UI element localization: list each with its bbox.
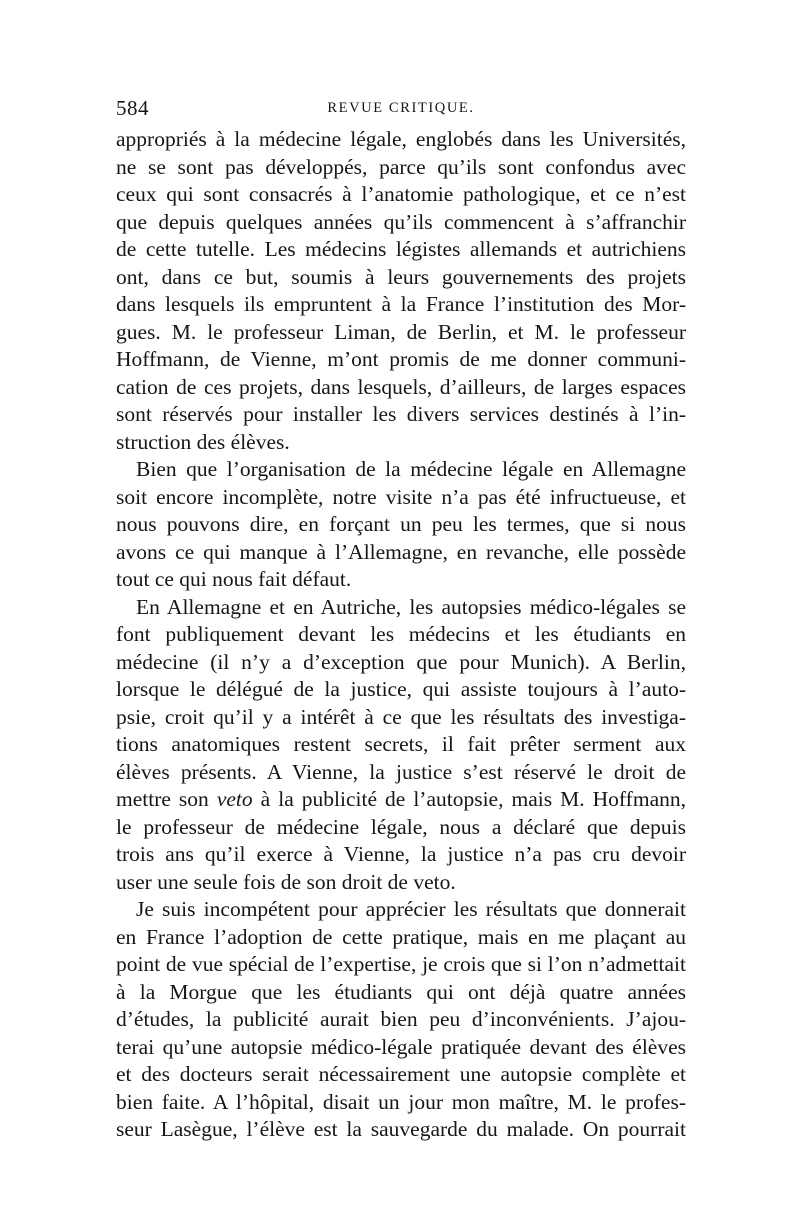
text-line: psie, croit qu’il y a intérêt à ce que les résultats des investiga- bbox=[116, 704, 686, 729]
text-line: ne se sont pas développés, parce qu’ils sont confondus avec bbox=[116, 154, 686, 179]
page-number: 584 bbox=[116, 96, 149, 120]
text-line: d’études, la publicité aurait bien peu d’inconvénients. J’ajou- bbox=[116, 1007, 686, 1031]
text-line: tout ce qui nous fait défaut. bbox=[116, 567, 352, 591]
text-line: médecine (il n’y a d’exception que pour Munich). A Berlin, bbox=[116, 649, 686, 674]
text-line: Je suis incompétent pour apprécier les résultats que donnerait bbox=[136, 897, 686, 921]
text-line: gues. M. le professeur Liman, de Berlin, et M. le professeur bbox=[116, 319, 686, 344]
text-line: font publiquement devant les médecins et les étudiants en bbox=[116, 622, 686, 646]
text-line: struction des élèves. bbox=[116, 429, 290, 454]
text-line: dans lesquels ils empruntent à la France l’institution des Mor- bbox=[116, 292, 686, 316]
text-line: à la Morgue que les étudiants qui ont déjà quatre années bbox=[116, 979, 686, 1004]
text-line: de cette tutelle. Les médecins légistes allemands et autrichiens bbox=[116, 237, 686, 261]
text-line: en France l’adoption de cette pratique, mais en me plaçant au bbox=[116, 924, 686, 949]
text-line: trois ans qu’il exerce à Vienne, la justice n’a pas cru devoir bbox=[116, 842, 686, 866]
text-line: Hoffmann, de Vienne, m’ont promis de me donner communi- bbox=[116, 347, 686, 371]
text-line: tions anatomiques restent secrets, il fait prêter serment aux bbox=[116, 732, 686, 756]
running-head: REVUE CRITIQUE. bbox=[327, 100, 475, 116]
text-line: élèves présents. A Vienne, la justice s’est réservé le droit de bbox=[116, 759, 686, 784]
text-line: que depuis quelques années qu’ils commencent à s’affranchir bbox=[116, 209, 686, 234]
body-text bbox=[116, 126, 686, 1144]
text-line: nous pouvons dire, en forçant un peu les termes, que si nous bbox=[116, 512, 686, 536]
text-line: sont réservés pour installer les divers services destinés à l’in- bbox=[116, 402, 686, 426]
text-line: le professeur de médecine légale, nous a déclaré que depuis bbox=[116, 814, 686, 839]
book-page bbox=[116, 94, 686, 1144]
text-line: soit encore incomplète, notre visite n’a pas été infructueuse, et bbox=[116, 484, 686, 509]
italic-word: veto bbox=[216, 787, 253, 811]
text-line: ceux qui sont consacrés à l’anatomie pathologique, et ce n’est bbox=[116, 182, 686, 206]
text-line: terai qu’une autopsie médico-légale pratiquée devant des élèves bbox=[116, 1034, 686, 1059]
text-line: appropriés à la médecine légale, englobés dans les Universités, bbox=[116, 127, 686, 151]
text-line: avons ce qui manque à l’Allemagne, en revanche, elle possède bbox=[116, 539, 686, 564]
text-line: bien faite. A l’hôpital, disait un jour mon maître, M. le profes- bbox=[116, 1089, 686, 1114]
text-line: lorsque le délégué de la justice, qui assiste toujours à l’auto- bbox=[116, 677, 686, 701]
text-line: ont, dans ce but, soumis à leurs gouvernements des projets bbox=[116, 264, 686, 289]
text-line: point de vue spécial de l’expertise, je crois que si l’on n’admettait bbox=[116, 952, 686, 976]
page-header bbox=[116, 94, 686, 124]
text-line: cation de ces projets, dans lesquels, d’ailleurs, de larges espaces bbox=[116, 374, 686, 399]
text-line: mettre son veto à la publicité de l’autopsie, mais M. Hoffmann, bbox=[116, 787, 686, 811]
text-line: Bien que l’organisation de la médecine légale en Allemagne bbox=[136, 457, 686, 481]
text-line: En Allemagne et en Autriche, les autopsies médico-légales se bbox=[136, 594, 686, 619]
text-line: seur Lasègue, l’élève est la sauvegarde du malade. On pourrait bbox=[116, 1117, 686, 1141]
text-line: user une seule fois de son droit de veto. bbox=[116, 869, 456, 894]
text-line: et des docteurs serait nécessairement une autopsie complète et bbox=[116, 1062, 686, 1086]
